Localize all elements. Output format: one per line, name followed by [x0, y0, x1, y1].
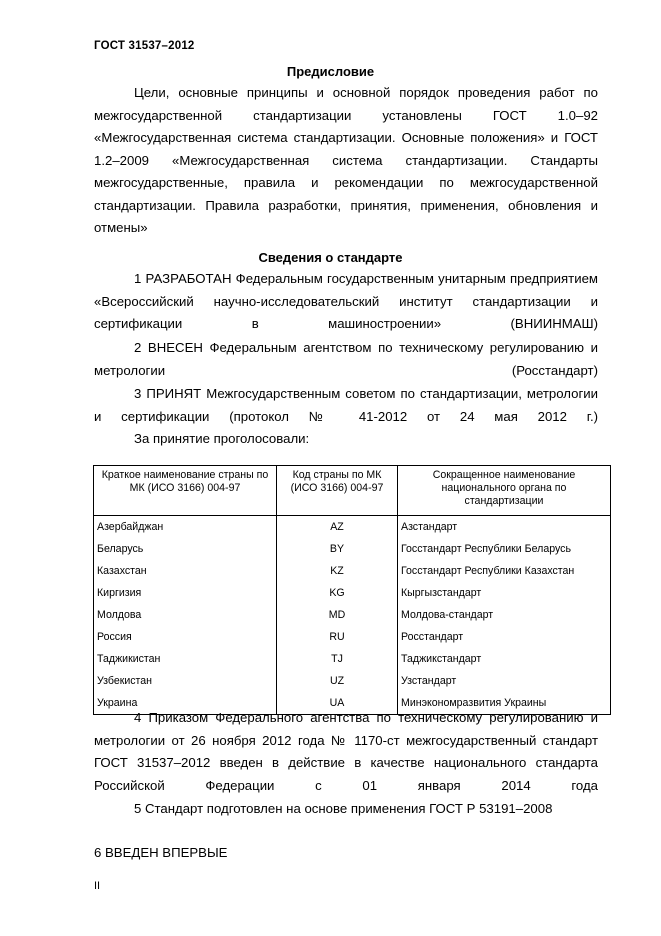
header-code: Код страны по МК (ИСО 3166) 004-97 — [277, 466, 398, 516]
cell-country: Казахстан — [94, 560, 277, 582]
preface-title: Предисловие — [286, 64, 375, 79]
cell-org: Госстандарт Республики Казахстан — [398, 560, 611, 582]
voted-label: За принятие проголосовали: — [134, 431, 310, 446]
cell-org: Узстандарт — [398, 670, 611, 692]
cell-code: MD — [277, 604, 398, 626]
cell-country: Молдова — [94, 604, 277, 626]
cell-org: Госстандарт Республики Беларусь — [398, 538, 611, 560]
page-number: II — [94, 880, 101, 892]
header-country: Краткое наименование страны по МК (ИСО 3166) 004-97 — [94, 466, 277, 516]
table-row — [94, 604, 611, 626]
cell-org: Азстандарт — [398, 516, 611, 539]
table-header-row — [94, 466, 611, 516]
header-org: Сокращенное наименование национального органа по стандартизации — [398, 466, 611, 516]
cell-code: AZ — [277, 516, 398, 539]
cell-code: RU — [277, 626, 398, 648]
info-title: Сведения о стандарте — [258, 250, 403, 265]
info-item-3: 3 ПРИНЯТ Межгосударственным советом по стандартизации, метрологии и сертификации (протокол № 41-2012 от 24 мая 2012 г.) — [94, 386, 598, 424]
info-item-5: 5 Стандарт подготовлен на основе применения ГОСТ Р 53191–2008 — [134, 801, 553, 816]
table-row — [94, 538, 611, 560]
info-item-2: 2 ВНЕСЕН Федеральным агентством по техническому регулированию и метрологии (Росстандарт) — [94, 340, 598, 378]
cell-org: Молдова-стандарт — [398, 604, 611, 626]
info-item-4: 4 Приказом Федерального агентства по техническому регулированию и метрологии от 26 ноября 2012 года № 1170-ст межгосударственный стандарт ГОСТ 31537–2012 введен в действие в качестве национального стандарта Российской Федерации с 01 января 2014 года — [94, 710, 598, 793]
table-row — [94, 670, 611, 692]
cell-code: BY — [277, 538, 398, 560]
cell-code: TJ — [277, 648, 398, 670]
preface-text: Цели, основные принципы и основной порядок проведения работ по межгосударственной стандартизации установлены ГОСТ 1.0–92 «Межгосударственная система стандартизации. Основные положения» и ГОСТ 1.2–2009 «Межгосударственная система стандартизации. Стандарты межгосударственные, правила и рекомендации по межгосударственной стандартизации. Правила разработки, принятия, применения, обновления и отмены» — [94, 85, 598, 235]
cell-org: Кыргызстандарт — [398, 582, 611, 604]
cell-country: Беларусь — [94, 538, 277, 560]
table-row — [94, 626, 611, 648]
cell-code: KZ — [277, 560, 398, 582]
cell-code: UZ — [277, 670, 398, 692]
table-row — [94, 648, 611, 670]
cell-country: Узбекистан — [94, 670, 277, 692]
table-row — [94, 560, 611, 582]
cell-country: Россия — [94, 626, 277, 648]
cell-country: Украина — [94, 692, 277, 715]
voting-table — [93, 465, 611, 715]
cell-country: Таджикистан — [94, 648, 277, 670]
cell-code: KG — [277, 582, 398, 604]
cell-org: Минэкономразвития Украины — [398, 692, 611, 715]
cell-code: UA — [277, 692, 398, 715]
info-item-1: 1 РАЗРАБОТАН Федеральным государственным унитарным предприятием «Всероссийский научно-исследовательский институт стандартизации и сертификации в машиностроении» (ВНИИНМАШ) — [94, 271, 598, 331]
cell-org: Росстандарт — [398, 626, 611, 648]
table-row — [94, 582, 611, 604]
info-item-6: 6 ВВЕДЕН ВПЕРВЫЕ — [94, 845, 228, 860]
cell-org: Таджикстандарт — [398, 648, 611, 670]
table-row — [94, 516, 611, 539]
cell-country: Киргизия — [94, 582, 277, 604]
cell-country: Азербайджан — [94, 516, 277, 539]
document-header: ГОСТ 31537–2012 — [94, 40, 195, 52]
